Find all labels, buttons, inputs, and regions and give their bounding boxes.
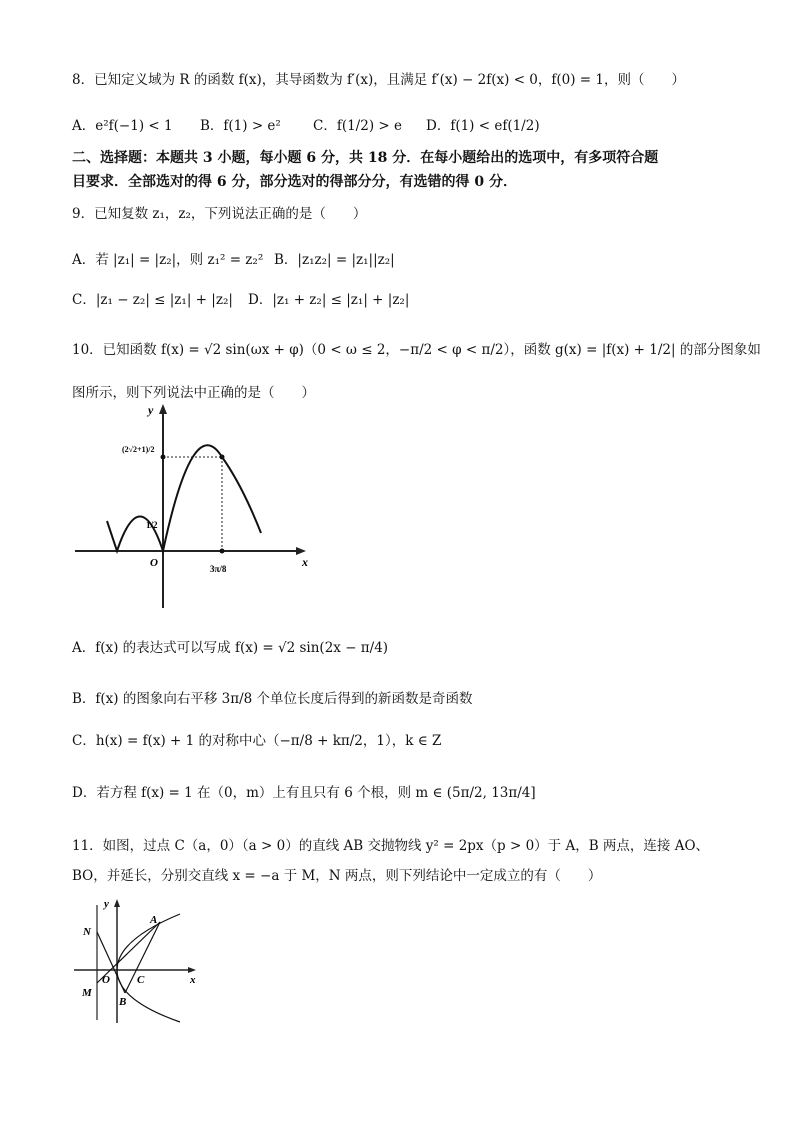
q11-label-m: M [82,987,92,999]
q10-option-b: B．f(x) 的图象向右平移 3π/8 个单位长度后得到的新函数是奇函数 [72,691,473,707]
q10-option-a: A．f(x) 的表达式可以写成 f(x) = √2 sin(2x − π/4) [72,640,389,656]
q8-option-a: A．e²f(−1) < 1 [72,118,173,134]
q11-origin-label: O [102,974,110,986]
q9-option-b: B．|z₁z₂| = |z₁||z₂| [274,252,395,268]
q11-label-a: A [150,914,158,926]
q10-stem-line2: 图所示，则下列说法中正确的是（ ） [72,385,315,401]
q9-option-d: D．|z₁ + z₂| ≤ |z₁| + |z₂| [248,292,410,308]
q10-function-graph [70,400,320,612]
q10-option-d: D．若方程 f(x) = 1 在（0，m）上有且只有 6 个根，则 m ∈ (5π/2, 13π/4] [72,785,536,801]
q11-stem-line2: BO，并延长，分别交直线 x = −a 于 M，N 两点，则下列结论中一定成立的有（ ） [72,868,602,884]
q10-option-c: C．h(x) = f(x) + 1 的对称中心（−π/8 + kπ/2，1），k ∈ Z [72,733,442,749]
q11-y-axis-label: y [104,898,109,910]
q10-y-axis-label: y [148,403,154,417]
q10-half-label: 1/2 [146,520,158,530]
q8-stem: 8．已知定义域为 R 的函数 f(x)，其导函数为 f′(x)，且满足 f′(x) − 2f(x) < 0，f(0) = 1，则（ ） [72,72,685,88]
q9-option-a: A．若 |z₁| = |z₂|，则 z₁² = z₂² [72,252,264,268]
q11-x-axis-label: x [190,974,196,986]
q11-label-n: N [83,926,91,938]
q8-option-d: D．f(1) < ef(1/2) [426,118,540,134]
q9-stem: 9．已知复数 z₁，z₂，下列说法正确的是（ ） [72,206,367,222]
q10-x-axis-label: x [302,555,308,569]
q10-stem-line1: 10．已知函数 f(x) = √2 sin(ωx + φ)（0 < ω ≤ 2，−π/2 < φ < π/2），函数 g(x) = |f(x) + 1/2| 的部分图象如 [72,342,761,358]
section2-heading-line2: 目要求．全部选对的得 6 分，部分选对的得部分分，有选错的得 0 分． [72,174,517,190]
q9-option-c: C．|z₁ − z₂| ≤ |z₁| + |z₂| [72,292,233,308]
section2-heading-line1: 二、选择题：本题共 3 小题，每小题 6 分，共 18 分．在每小题给出的选项中，有多项符合题 [72,150,659,166]
q10-x-tick-label: 3π/8 [210,564,227,574]
q11-label-c: C [137,974,145,986]
q8-option-c: C．f(1/2) > e [313,118,402,134]
q11-stem-line1: 11．如图，过点 C（a，0）（a > 0）的直线 AB 交抛物线 y² = 2px（p > 0）于 A，B 两点，连接 AO、 [72,838,710,854]
q10-peak-label: (2√2+1)/2 [122,445,155,454]
q10-origin-label: O [150,557,158,569]
q11-label-b: B [119,996,127,1008]
q8-option-b: B．f(1) > e² [200,118,281,134]
q11-parabola-graph [72,895,207,1025]
